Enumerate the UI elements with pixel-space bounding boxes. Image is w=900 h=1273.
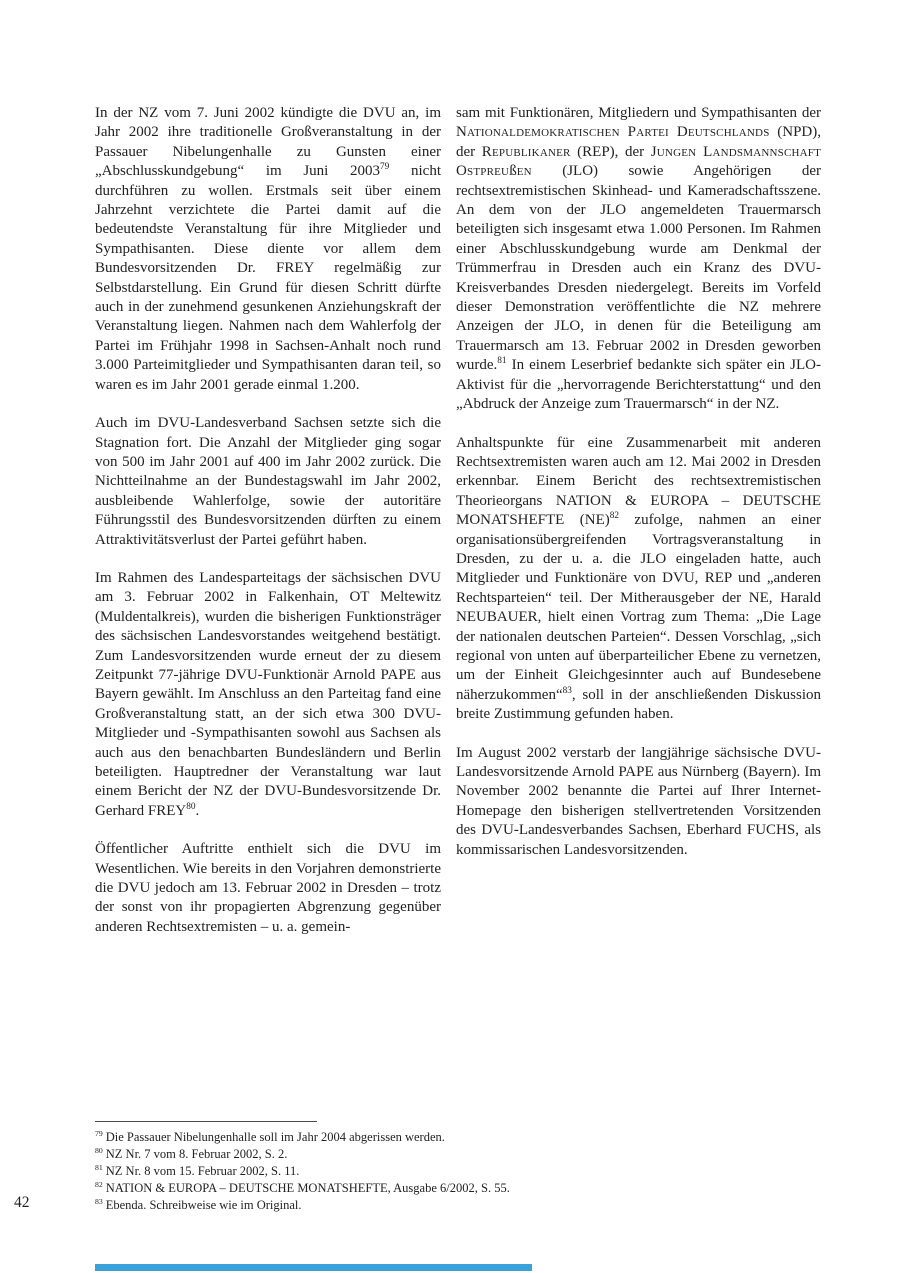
body-paragraph: Anhaltspunkte für eine Zusammenarbeit mit anderen Rechtsextremisten waren auch am 12. Mai 2002 in Dresden erkennbar. Einem Bericht des rechtsextremistischen Theorieorgans NATION & EUROPA – DEUTSCHE MONATSHEFTE (NE)$^{82}$ zufolge, nahmen an einer organisationsübergreifenden Vortragsveranstaltung in Dresden, zu der u. a. die JLO eingeladen hatte, auch Mitglieder und Funktionäre von DVU, REP und „anderen Rechtsparteien“ teil. Der Mitherausgeber der NE, Harald NEUBAUER, hielt einen Vortrag zum Thema: „Die Lage der nationalen deutschen Parteien“. Dessen Vorschlag, „sich regional von unten auf überparteilicher Ebene zu vernetzen, um der Einheit Gleichgesinnter auch auf Bundesebene näherzukommen“$^{83}$, soll in der anschließenden Diskussion breite Zustimmung gefunden haben. [456, 434, 821, 723]
small-caps-text: Republikaner [481, 143, 571, 160]
small-caps-text: en [516, 163, 532, 180]
footnote-number: 79 [95, 1128, 103, 1138]
footnote-ref: 80 [186, 801, 196, 812]
footnote: $^{83}$ Ebenda. Schreibweise wie im Original. [95, 1196, 302, 1212]
footnote-ref: 79 [380, 162, 390, 173]
text-column-right [456, 104, 821, 937]
footnote-number: 83 [95, 1196, 103, 1206]
footnote-ref: 83 [562, 685, 572, 696]
footer-accent-bar [95, 1264, 532, 1271]
footnote-number: 81 [95, 1162, 103, 1172]
footnote-separator [95, 1121, 317, 1122]
small-caps-text: Nationaldemokratischen Partei Deutschlands [456, 124, 770, 141]
body-paragraph: Im Rahmen des Landesparteitags der sächsischen DVU am 3. Februar 2002 in Falkenhain, OT Meltewitz (Muldentalkreis), wurden die bisherigen Funktionsträger des sächsischen Landesvorstandes weitgehend bestätigt. Zum Landesvorsitzenden wurde erneut der zu diesem Zeitpunkt 77-jährige DVU-Funktionär Arnold PAPE aus Bayern gewählt. Im Anschluss an den Parteitag fand eine Großveranstaltung statt, an der sich etwa 300 DVU-Mitglieder und -Sympathisanten sowohl aus Sachsen als auch aus den benachbarten Bundesländern und Berlin beteiligten. Hauptredner der Veranstaltung war laut einem Bericht der NZ der DVU-Bundesvorsitzende Dr. Gerhard FREY$^{80}$. [95, 569, 441, 819]
footnote-list [95, 1129, 735, 1214]
footnote-number: 80 [95, 1145, 103, 1155]
body-paragraph: Im August 2002 verstarb der langjährige sächsische DVU-Landesvorsitzende Arnold PAPE aus Nürnberg (Bayern). Im November 2002 benannte die Partei auf Ihrer Internet-Homepage den bisherigen stellvertretenden Vorsitzenden des DVU-Landesverbandes Sachsen, Eberhard FUCHS, als kommissarischen Landesvorsitzenden. [456, 744, 821, 858]
footnote-section [95, 1121, 735, 1214]
footnote-ref: 82 [609, 511, 620, 522]
body-paragraph: In der NZ vom 7. Juni 2002 kündigte die DVU an, im Jahr 2002 ihre traditionelle Großveranstaltung in der Passauer Nibelungenhalle zu Gunsten einer „Abschlusskundgebung“ im Juni 2003$^{79}$ nicht durchführen zu wollen. Erstmals seit über einem Jahrzehnt verzichtete die Partei damit auf die bedeutendste Veranstaltung für ihre Mitglieder und Sympathisanten. Diese diente vor allem dem Bundesvorsitzenden Dr. FREY regelmäßig zur Selbstdarstellung. Ein Grund für diesen Schritt dürfte auch in der zunehmend gesunkenen Anziehungskraft der Veranstaltung liegen. Nahmen nach dem Wahlerfolg der Partei im Frühjahr 1998 in Sachsen-Anhalt noch rund 3.000 Parteimitglieder und Sympathisanten daran teil, so waren es im Jahr 2001 gerade einmal 1.200. [95, 105, 442, 393]
footnote: $^{82}$ NATION & EUROPA – DEUTSCHE MONATSHEFTE, Ausgabe 6/2002, S. 55. [95, 1179, 510, 1195]
text-column-left [95, 104, 441, 937]
small-caps-text: Jungen Landsmannschaft Ostpreu [456, 143, 822, 180]
footnote: $^{80}$ NZ Nr. 7 vom 8. Februar 2002, S. 2. [95, 1145, 288, 1161]
body-paragraph: Auch im DVU-Landesverband Sachsen setzte sich die Stagnation fort. Die Anzahl der Mitglieder ging sogar von 500 im Jahr 2001 auf 400 im Jahr 2002 zurück. Die Nichtteilnahme an der Bundestagswahl im Jahr 2002, ausbleibende Wahlerfolge, sowie der autoritäre Führungsstil des Bundesvorsitzenden dürften zu einem Attraktivitätsverlust der Partei geführt haben. [95, 415, 441, 548]
body-paragraph: Öffentlicher Auftritte enthielt sich die DVU im Wesentlichen. Wie bereits in den Vorjahren demonstrierte die DVU jedoch am 13. Februar 2002 in Dresden – trotz der sonst von ihr propagierten Abgrenzung gegenüber anderen Rechtsextremisten – u. a. gemein- [95, 841, 441, 935]
footnote: $^{81}$ NZ Nr. 8 vom 15. Februar 2002, S. 11. [95, 1162, 300, 1178]
body-text [95, 104, 821, 937]
footnote-number: 82 [95, 1179, 103, 1189]
page-number: 42 [14, 1194, 30, 1211]
footnote: $^{79}$ Die Passauer Nibelungenhalle soll im Jahr 2004 abgerissen werden. [95, 1128, 445, 1144]
footnote-ref: 81 [497, 356, 507, 367]
body-paragraph: sam mit Funktionären, Mitgliedern und Sympathisanten der Nationaldemokratischen Partei Deutschlands (NPD), der Republikaner (REP), der Jungen Landsmannschaft Ostpreußen (JLO) sowie Angehörigen der rechtsextremistischen Skinhead- und Kameradschaftsszene. An dem von der JLO angemeldeten Trauermarsch beteiligten sich insgesamt etwa 1.000 Personen. Im Rahmen einer Abschlusskundgebung wurde am Denkmal der Trümmerfrau in Dresden auch ein Kranz des DVU-Kreisverbandes Dresden niedergelegt. Bereits im Vorfeld dieser Demonstration veröffentlichte die NZ mehrere Anzeigen der JLO, in denen für die Beteiligung am Trauermarsch am 13. Februar 2002 in Dresden geworben wurde.$^{81}$ In einem Leserbrief bedankte sich später ein JLO-Aktivist für die „hervorragende Berichterstattung“ und den „Abdruck der Anzeige zum Trauermarsch“ in der NZ. [456, 105, 822, 413]
